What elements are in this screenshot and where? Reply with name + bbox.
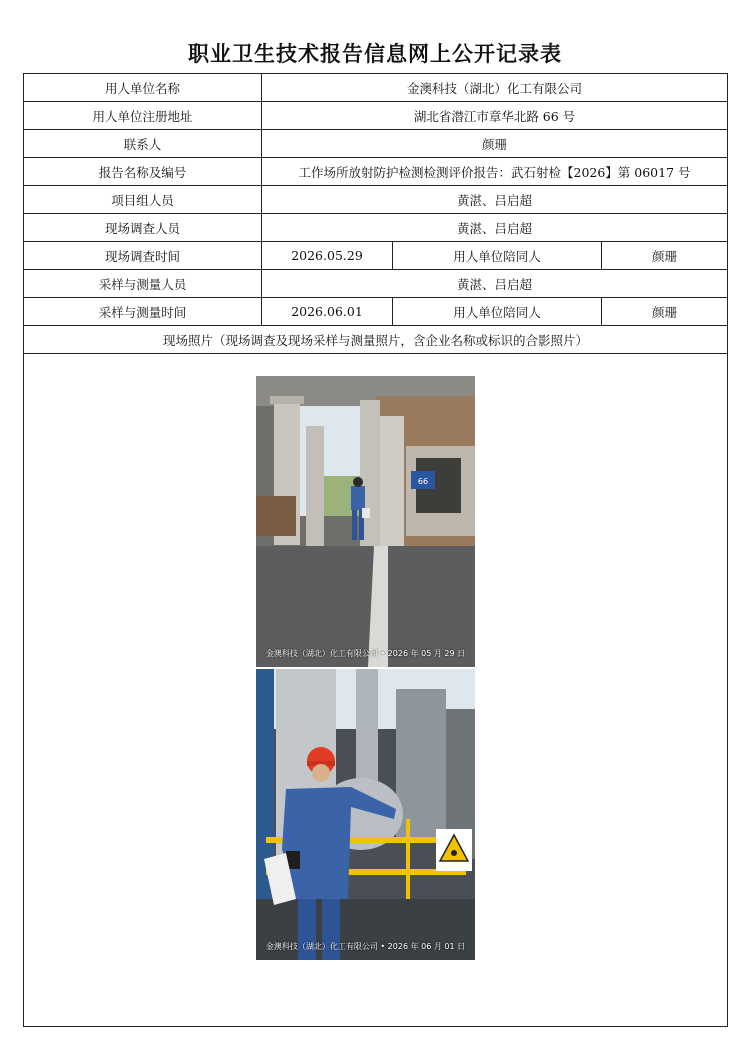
label-survey-escort: 用人单位陪同人 <box>393 242 602 270</box>
value-survey-escort: 颜珊 <box>602 242 728 270</box>
photos-header: 现场照片（现场调查及现场采样与测量照片，含企业名称或标识的合影照片） <box>24 326 728 354</box>
photos-area <box>24 354 728 1027</box>
label-survey-time: 现场调查时间 <box>24 242 262 270</box>
label-contact: 联系人 <box>24 130 262 158</box>
page-title: 职业卫生技术报告信息网上公开记录表 <box>188 41 562 66</box>
row-employer-address <box>24 102 728 130</box>
label-report: 报告名称及编号 <box>24 158 262 186</box>
label-survey-staff: 现场调查人员 <box>24 214 262 242</box>
photo-caption-sampling: 金澳科技（湖北）化工有限公司 • 2026 年 06 月 01 日 <box>265 942 466 951</box>
value-survey-staff: 黄湛、吕启超 <box>262 214 728 242</box>
record-table <box>23 73 728 1027</box>
label-sampling-time: 采样与测量时间 <box>24 298 262 326</box>
entrance-scene-image <box>256 376 475 667</box>
value-sampling-escort: 颜珊 <box>602 298 728 326</box>
sign-number: 66 <box>417 477 429 486</box>
measurement-scene-image <box>256 669 475 960</box>
value-sampling-staff: 黄湛、吕启超 <box>262 270 728 298</box>
row-photos <box>24 354 728 1027</box>
value-sampling-time: 2026.06.01 <box>262 298 393 326</box>
row-employer-name <box>24 74 728 102</box>
row-team <box>24 186 728 214</box>
value-survey-time: 2026.05.29 <box>262 242 393 270</box>
photo-caption-survey: 金澳科技（湖北）化工有限公司 • 2026 年 05 月 29 日 <box>265 649 466 658</box>
label-employer-address: 用人单位注册地址 <box>24 102 262 130</box>
row-photos-header <box>24 326 728 354</box>
row-contact <box>24 130 728 158</box>
label-employer-name: 用人单位名称 <box>24 74 262 102</box>
label-sampling-staff: 采样与测量人员 <box>24 270 262 298</box>
value-team: 黄湛、吕启超 <box>262 186 728 214</box>
row-survey-time <box>24 242 728 270</box>
value-contact: 颜珊 <box>262 130 728 158</box>
value-employer-address: 湖北省潜江市章华北路 66 号 <box>262 102 728 130</box>
row-survey-staff <box>24 214 728 242</box>
row-report <box>24 158 728 186</box>
site-photo-sampling <box>256 669 475 960</box>
label-sampling-escort: 用人单位陪同人 <box>393 298 602 326</box>
value-employer-name: 金澳科技（湖北）化工有限公司 <box>262 74 728 102</box>
value-report: 工作场所放射防护检测检测评价报告：武石射检【2026】第 06017 号 <box>262 158 728 186</box>
site-photo-survey <box>256 376 475 667</box>
label-team: 项目组人员 <box>24 186 262 214</box>
row-sampling-time <box>24 298 728 326</box>
row-sampling-staff <box>24 270 728 298</box>
